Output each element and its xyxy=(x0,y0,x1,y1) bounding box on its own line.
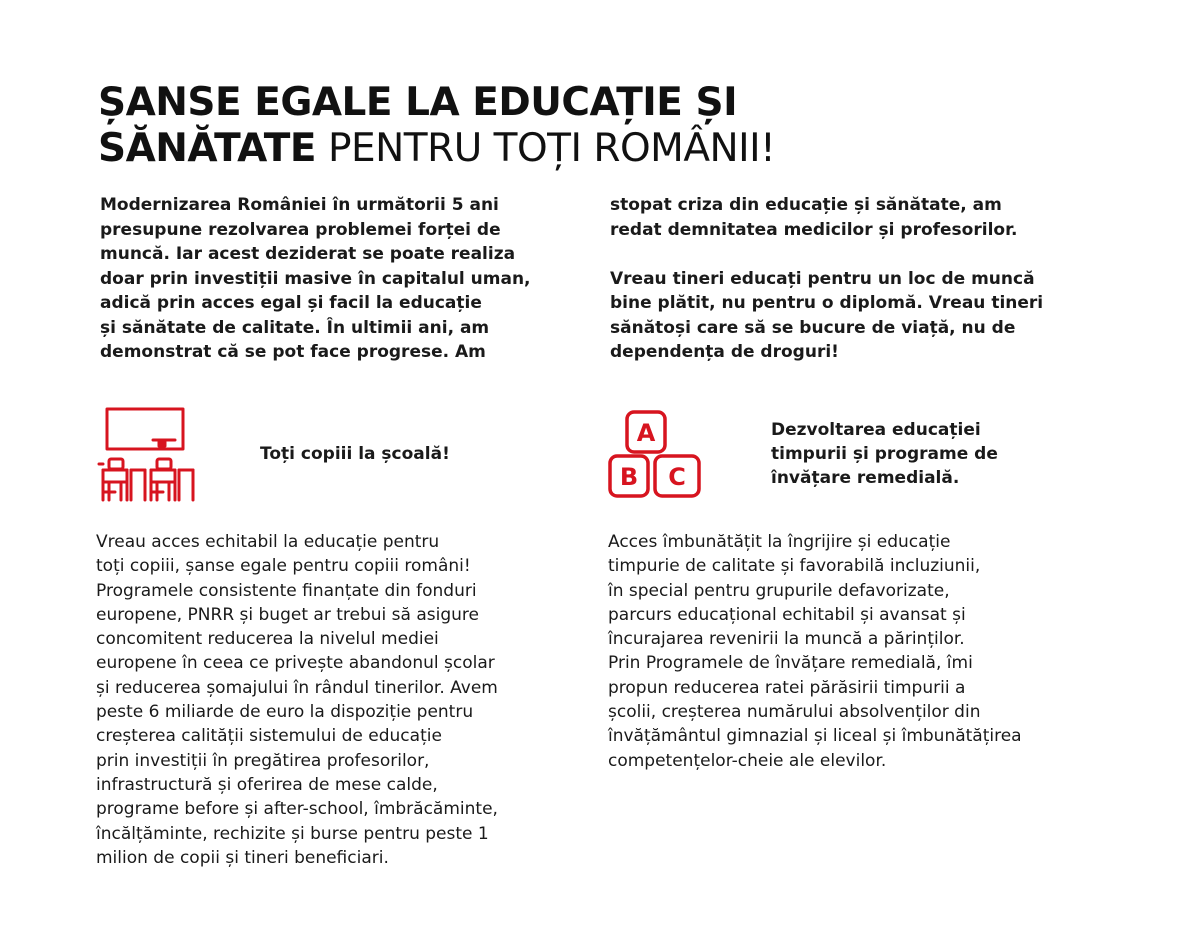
headline-line-2-bold: SĂNĂTATE xyxy=(98,126,317,171)
feature-title-early-education: Dezvoltarea educației timpurii și programe de învățare remedială. xyxy=(771,420,998,488)
intro-paragraph-left: Modernizarea României în următorii 5 ani presupune rezolvarea problemei forței de muncă. Iar acest deziderat se poate realiza doar prin investiții masive în capitalul uman, adică prin acces egal și facil la educație și sănătate de calitate. În ultimii ani, am demonstrat că se pot face progrese. Am xyxy=(100,195,531,362)
headline-line-2-light: PENTRU TOȚI ROMÂNII! xyxy=(316,126,776,171)
body-paragraph-left: Vreau acces echitabil la educație pentru toți copiii, șanse egale pentru copiii români! Programele consistente finanțate din fonduri europene, PNRR și buget ar trebui să asigure concomitent reducerea la nivelul mediei europene în ceea ce privește abandonul școlar și reducerea șomajului în rândul tinerilor. Avem peste 6 miliarde de euro la dispoziție pentru creșterea calității sistemului de educație prin investiții în pregătirea profesorilor, infrastructură și oferirea de mese calde, programe before și after-school, îmbrăcăminte, încălțăminte, rechizite și burse pentru peste 1 milion de copii și tineri beneficiari. xyxy=(96,532,498,868)
feature-early-education xyxy=(605,400,1085,510)
feature-all-children-at-school xyxy=(95,400,575,510)
headline-line-1: ȘANSE EGALE LA EDUCAȚIE ȘI xyxy=(98,80,738,125)
body-paragraph-right: Acces îmbunătățit la îngrijire și educație timpurie de calitate și favorabilă incluziunii, în special pentru grupurile defavorizate, parcurs educațional echitabil și avansat și încurajarea revenirii la muncă a părinților. Prin Programele de învățare remedială, îmi propun reducerea ratei părăsirii timpurii a școlii, creșterea numărului absolvenților din învățământul gimnazial și liceal și îmbunătățirea competențelor-cheie ale elevilor. xyxy=(608,532,1022,771)
headline-line-2 xyxy=(98,126,775,172)
abc-blocks-icon xyxy=(605,404,705,504)
feature-title-all-children-at-school: Toți copiii la școală! xyxy=(260,444,450,464)
intro-paragraph-right: stopat criza din educație și sănătate, am redat demnitatea medicilor și profesorilor. Vreau tineri educați pentru un loc de muncă bine plătit, nu pentru o diplomă. Vreau tineri sănătoși care să se bucure de viață, nu de dependența de droguri! xyxy=(610,195,1044,362)
page-headline xyxy=(98,80,775,172)
block-letter-c: C xyxy=(668,463,686,491)
block-letter-b: B xyxy=(619,463,639,491)
block-letter-a: A xyxy=(636,419,656,447)
classroom-icon xyxy=(95,404,199,504)
